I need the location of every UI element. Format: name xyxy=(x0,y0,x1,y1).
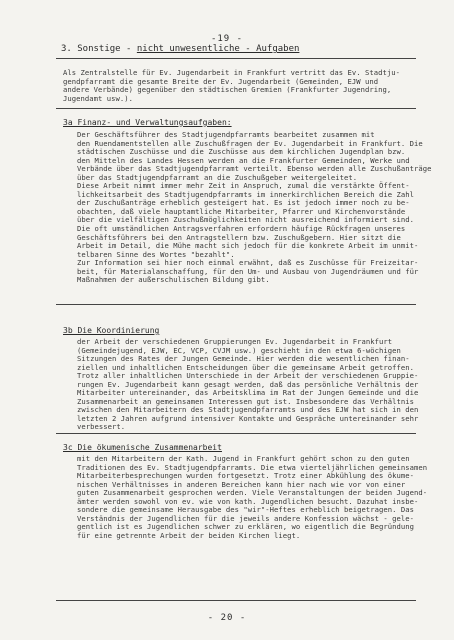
text-line: andere Verbände) gegenüber den städtischen Gremien (Frankfurter Jugendring, xyxy=(63,85,392,95)
page-number-top: -19 - xyxy=(210,34,244,44)
text-line: über das Stadtjugendpfarramt an die Zuschußgeber weitergeleitet. xyxy=(77,172,358,182)
page-number-bottom: - 20 - xyxy=(207,613,247,623)
text-line: Der Geschäftsführer des Stadtjugendpfarramts bearbeitet zusammen mit xyxy=(77,130,375,139)
section-body-3a xyxy=(77,131,432,285)
header-rule xyxy=(56,58,416,59)
text-line: lichkeitsarbeit des Stadtjugendpfarramts im innerkirchlichen Bereich die Zahl xyxy=(77,189,415,199)
text-line: nischen Verhältnisses in anderen Bereichen kann hier nach wie vor von einer xyxy=(77,479,406,489)
separator-rule-2 xyxy=(56,304,416,305)
text-line: Verständnis der Jugendlichen für die jeweils andere Konfession wächst - gele- xyxy=(77,513,415,523)
section-title-underlined: nicht unwesentliche - Aufgaben xyxy=(136,44,300,54)
text-line: Jugendamt usw.). xyxy=(63,93,134,103)
text-line: Die oft umständlichen Antragsverfahren erfordern häufige Rückfragen unseres xyxy=(77,224,406,234)
text-line: Verbände über das Stadtjugendpfarramt verteilt. Ebenso werden alle Zuschußanträge xyxy=(77,164,432,174)
text-line: der Zuschußanträge erheblich gesteigert hat. Es ist jedoch immer noch zu be- xyxy=(77,198,410,208)
section-body-3b xyxy=(77,338,418,432)
separator-rule-1 xyxy=(56,108,416,109)
text-line: zwischen den Mitarbeitern des Stadtjugendpfarramts und des EJW hat sich in den xyxy=(77,405,419,415)
text-line: den Mitteln des Landes Hessen werden an die Frankfurter Gemeinden, Werke und xyxy=(77,155,410,165)
text-line: Diese Arbeit nimmt immer mehr Zeit in Anspruch, zumal die verstärkte Öffent- xyxy=(77,181,410,191)
text-line: telbaren Sinne des Wortes "bezahlt". xyxy=(77,249,235,259)
text-line: guten Zusammenarbeit gesprochen werden. Viele Veranstaltungen der beiden Jugend- xyxy=(77,488,428,498)
section-body-3c xyxy=(77,455,427,540)
text-line: städtischen Zuschüsse und die Zuschüsse aus dem kirchlichen Jugendplan bzw. xyxy=(77,147,406,157)
text-line: Zusammenarbeit an gemeinsamen Interessen gut ist. Insbesondere das Verhältnis xyxy=(77,396,415,406)
text-line: über die vielfältigen Zuschußmöglichkeiten nicht ausreichend informiert sind. xyxy=(77,215,415,225)
text-line: obachten, daß viele hauptamtliche Mitarbeiter, Pfarrer und Kirchenvorstände xyxy=(77,206,406,216)
text-line: (Gemeindejugend, EJW, EC, VCP, CVJM usw.) geschieht in den etwa 6-wöchigen xyxy=(77,345,401,355)
text-line: Mitarbeiter untereinander, das Arbeitsklima im Rat der Jungen Gemeinde und die xyxy=(77,388,419,398)
intro-paragraph xyxy=(63,69,400,103)
text-line: Trotz aller inhaltlichen Unterschiede in der Arbeit der verschiedenen Gruppie- xyxy=(77,371,419,381)
text-line: ämter werden sowohl von ev. wie von kath. Jugendlichen besucht. Dazuhat insbe- xyxy=(77,496,419,506)
text-line: ziellen und inhaltlichen Entscheidungen über die gemeinsame Arbeit getroffen. xyxy=(77,362,415,372)
section-heading-3a: 3a Finanz- und Verwaltungsaufgaben: xyxy=(63,118,232,127)
section-heading-3b: 3b Die Koordinierung xyxy=(63,326,160,335)
text-line: rungen Ev. Jugendarbeit kann gesagt werden, daß das persönliche Verhältnis der xyxy=(77,379,419,389)
text-line: Zur Information sei hier noch einmal erwähnt, daß es Zuschüsse für Freizeitar- xyxy=(77,258,419,268)
text-line: Arbeit im Detail, die Mühe macht sich jedoch für die konkrete Arbeit im unmit- xyxy=(77,241,419,251)
text-line: den Ruendamentstellen alle Zuschußfragen der Ev. Jugendarbeit in Frankfurt. Die xyxy=(77,138,423,148)
text-line: der Arbeit der verschiedenen Gruppierungen Ev. Jugendarbeit in Frankfurt xyxy=(77,337,393,346)
text-line: letzten 2 Jahren aufgrund intensiver Kontakte und Gespräche untereinander sehr xyxy=(77,413,419,423)
separator-rule-4 xyxy=(56,600,416,601)
text-line: gentlich ist es Jugendlichen schwer zu erklären, wo eigentlich die Begründung xyxy=(77,522,415,532)
text-line: beit, für Materialanschaffung, für den Um- und Ausbau von Jugendräumen und für xyxy=(77,266,419,276)
text-line: Geschäftsführers bei den Antragstellern bzw. Zuschußgebern. Hier sitzt die xyxy=(77,232,401,242)
text-line: Maßnahmen der außerschulischen Bildung gibt. xyxy=(77,275,270,285)
text-line: Mitarbeiterbesprechungen wurden fortgesetzt. Trotz einer Abkühlung des ökume- xyxy=(77,471,415,481)
separator-rule-3 xyxy=(56,433,416,434)
section-title-prefix: 3. Sonstige - xyxy=(61,44,137,54)
text-line: Als Zentralstelle für Ev. Jugendarbeit in Frankfurt vertritt das Ev. Stadtju- xyxy=(63,68,401,77)
text-line: Sitzungen des Rates der Jungen Gemeinde. Hier werden die wesentlichen finan- xyxy=(77,354,410,364)
text-line: gendpfarramt die gesamte Breite der Ev. Jugendarbeit (Gemeinden, EJW und xyxy=(63,76,379,86)
text-line: verbessert. xyxy=(77,422,126,432)
text-line: sondere die gemeinsame Herausgabe des "wir"-Heftes erheblich beigetragen. Das xyxy=(77,505,415,515)
text-line: Traditionen des Ev. Stadtjugendpfarramts. Die etwa vierteljährlichen gemeinsamen xyxy=(77,462,428,472)
text-line: für eine getrennte Arbeit der beiden Kirchen liegt. xyxy=(77,530,301,540)
text-line: mit den Mitarbeitern der Kath. Jugend in Frankfurt gehört schon zu den guten xyxy=(77,454,410,463)
section-heading-3c: 3c Die ökumenische Zusammenarbeit xyxy=(63,443,222,452)
section-title xyxy=(61,44,299,54)
